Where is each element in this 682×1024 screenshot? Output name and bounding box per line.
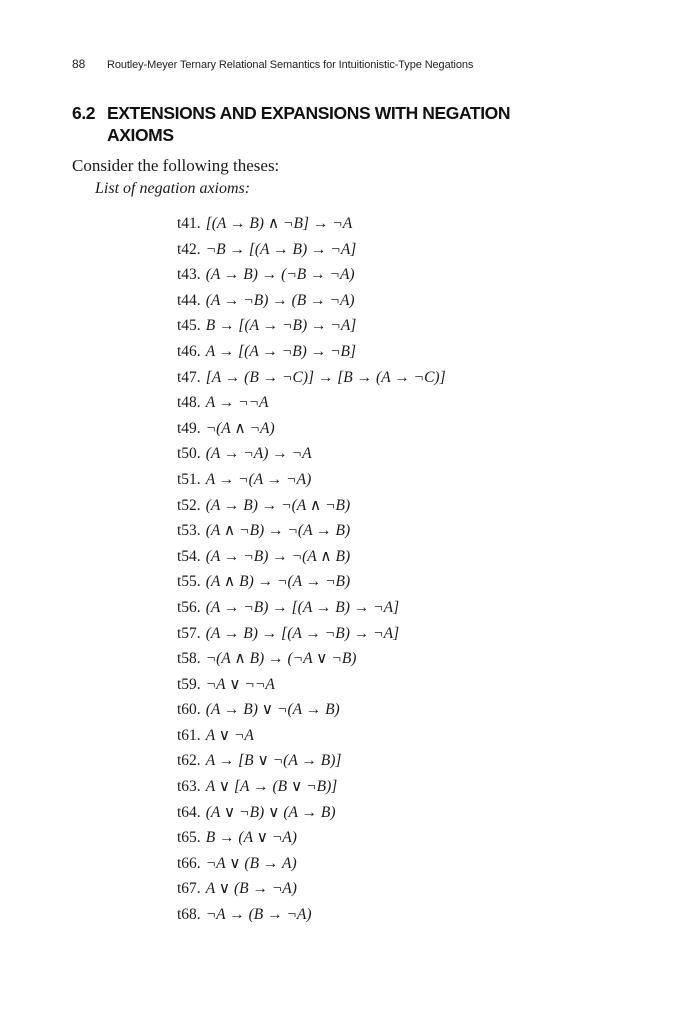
axiom-item — [177, 264, 446, 290]
axiom-formula: [A → (B → ¬C)] → [B → (A → ¬C)] — [205, 368, 446, 386]
axiom-item — [177, 392, 446, 418]
axiom-label: t52. — [177, 496, 201, 514]
axiom-item — [177, 418, 446, 444]
axiom-label: t56. — [177, 598, 201, 616]
axiom-label: t50. — [177, 445, 201, 463]
axiom-formula: ¬B → [(A → B) → ¬A] — [205, 240, 357, 258]
section-number: 6.2 — [72, 103, 96, 123]
axiom-item — [177, 367, 446, 393]
axiom-label: t55. — [177, 573, 201, 591]
axiom-label: t57. — [177, 624, 201, 642]
axiom-formula: [(A → B) ∧ ¬B] → ¬A — [205, 215, 353, 232]
axiom-formula: A → [B ∨ ¬(A → B)] — [205, 752, 342, 770]
axiom-formula: A → ¬(A → ¬A) — [205, 470, 312, 488]
axiom-label: t47. — [177, 368, 201, 386]
axiom-item — [177, 623, 446, 649]
axiom-item — [177, 520, 446, 546]
intro-text: Consider the following theses: — [72, 156, 280, 175]
axiom-formula: (A → ¬B) → [(A → B) → ¬A] — [205, 598, 400, 616]
axiom-formula: ¬A ∨ ¬¬A — [205, 675, 275, 693]
axiom-item — [177, 725, 446, 751]
axiom-item — [177, 674, 446, 700]
axiom-label: t48. — [177, 394, 201, 412]
axiom-list — [177, 213, 446, 930]
axiom-formula: (A → B) ∨ ¬(A → B) — [205, 701, 340, 719]
axiom-label: t65. — [177, 829, 201, 847]
axiom-item — [177, 776, 446, 802]
axiom-label: t51. — [177, 470, 201, 488]
axiom-formula: (A → ¬B) → (B → ¬A) — [205, 291, 355, 309]
axiom-label: t64. — [177, 803, 201, 821]
axiom-item — [177, 878, 446, 904]
axiom-formula: (A → B) → ¬(A ∧ ¬B) — [205, 496, 351, 514]
axiom-label: t46. — [177, 342, 201, 360]
list-label: List of negation axioms: — [95, 180, 251, 197]
axiom-label: t58. — [177, 650, 201, 668]
axiom-item — [177, 597, 446, 623]
axiom-label: t49. — [177, 419, 201, 437]
axiom-formula: A → [(A → ¬B) → ¬B] — [205, 342, 357, 360]
axiom-label: t42. — [177, 240, 201, 258]
axiom-formula: A → ¬¬A — [205, 394, 269, 412]
axiom-label: t67. — [177, 880, 201, 898]
axiom-formula: ¬A → (B → ¬A) — [205, 906, 312, 924]
axiom-formula: (A → B) → [(A → ¬B) → ¬A] — [205, 624, 400, 642]
book-title: Routley-Meyer Ternary Relational Semantics for Intuitionistic-Type Negations — [106, 59, 474, 71]
axiom-label: t53. — [177, 522, 201, 540]
axiom-item — [177, 648, 446, 674]
axiom-label: t43. — [177, 266, 201, 284]
axiom-item — [177, 239, 446, 265]
axiom-item — [177, 443, 446, 469]
axiom-formula: B → (A ∨ ¬A) — [205, 829, 297, 847]
axiom-item — [177, 853, 446, 879]
axiom-formula: (A → ¬A) → ¬A — [205, 445, 312, 463]
axiom-label: t63. — [177, 778, 201, 796]
axiom-item — [177, 802, 446, 828]
axiom-item — [177, 315, 446, 341]
section-heading — [72, 102, 542, 146]
axiom-formula: ¬(A ∧ B) → (¬A ∨ ¬B) — [205, 650, 357, 668]
axiom-item — [177, 699, 446, 725]
axiom-formula: A ∨ (B → ¬A) — [205, 880, 297, 898]
axiom-label: t54. — [177, 547, 201, 565]
axiom-formula: (A ∨ ¬B) ∨ (A → B) — [205, 803, 336, 821]
axiom-label: t59. — [177, 675, 201, 693]
axiom-item — [177, 469, 446, 495]
axiom-item — [177, 750, 446, 776]
axiom-label: t44. — [177, 291, 201, 309]
axiom-label: t62. — [177, 752, 201, 770]
axiom-label: t66. — [177, 854, 201, 872]
axiom-formula: (A ∧ ¬B) → ¬(A → B) — [205, 522, 351, 540]
axiom-label: t41. — [177, 215, 201, 232]
axiom-label: t61. — [177, 726, 201, 744]
axiom-item — [177, 341, 446, 367]
axiom-formula: A ∨ [A → (B ∨ ¬B)] — [205, 778, 338, 796]
section-title: EXTENSIONS AND EXPANSIONS WITH NEGATION AXIOMS — [107, 103, 511, 145]
axiom-formula: ¬A ∨ (B → A) — [205, 854, 297, 872]
axiom-item — [177, 495, 446, 521]
axiom-formula: (A ∧ B) → ¬(A → ¬B) — [205, 573, 351, 591]
axiom-item — [177, 546, 446, 572]
axiom-label: t45. — [177, 317, 201, 335]
axiom-formula: (A → B) → (¬B → ¬A) — [205, 266, 355, 284]
axiom-item — [177, 827, 446, 853]
axiom-formula: ¬(A ∧ ¬A) — [205, 419, 275, 437]
axiom-formula: B → [(A → ¬B) → ¬A] — [205, 317, 357, 335]
axiom-label: t60. — [177, 701, 201, 719]
running-head — [72, 57, 473, 71]
axiom-item — [177, 290, 446, 316]
axiom-item — [177, 571, 446, 597]
axiom-formula: (A → ¬B) → ¬(A ∧ B) — [205, 547, 351, 565]
axiom-label: t68. — [177, 906, 201, 924]
page-number: 88 — [72, 57, 86, 71]
axiom-formula: A ∨ ¬A — [205, 726, 254, 744]
axiom-item — [177, 904, 446, 930]
axiom-item — [177, 213, 446, 239]
